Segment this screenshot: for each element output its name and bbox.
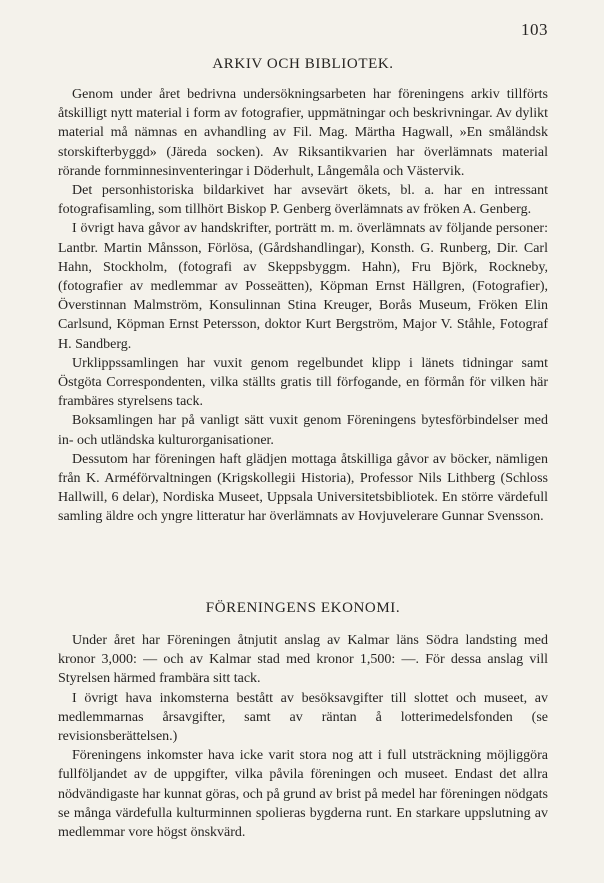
paragraph: Det personhistoriska bildarkivet har avsevärt ökets, bl. a. har en intressant fotografisamling, som tillhört Biskop P. Genberg överlämnats av fröken A. Genberg. (58, 183, 548, 218)
section-arkiv-och-bibliotek (58, 56, 548, 527)
page-number: 103 (521, 20, 548, 39)
paragraph: Föreningens inkomster hava icke varit stora nog att i full utsträckning möjliggöra fullföljandet av de uppgifter, vilka påvila föreningen och museet. Endast det allra nödvändigaste har kunnat göras, och på grund av brist på medel har föreningen nödgats se många värdefulla kulturminnen spolieras bygderna runt. En starkare uppslutning av medlemmar vore högst önskvärd. (58, 748, 548, 841)
paragraph: Boksamlingen har på vanligt sätt vuxit genom Föreningens bytesförbindelser med in- och utländska kulturorganisationer. (58, 413, 548, 448)
paragraph: Urklippssamlingen har vuxit genom regelbundet klipp i länets tidningar samt Östgöta Correspondenten, vilka ställts gratis till förfogande, en förmån för vilken här frambäres styrelsens tack. (58, 355, 548, 410)
section-foreningens-ekonomi (58, 600, 548, 842)
section-heading: ARKIV OCH BIBLIOTEK. (212, 56, 394, 72)
paragraph: I övrigt hava gåvor av handskrifter, porträtt m. m. överlämnats av följande personer: Lantbr. Martin Månsson, Förlösa, (Gårdshandlingar), Konsth. G. Runberg, Dir. Carl Hahn, Stockholm, (fotografi av Skeppsbyggm. Hahn), Fru Björk, Rockneby, (fotografier av medlemmar av Posseätten), Köpman Ernst Hällgren, (Fotografier), Överstinnan Malmström, Konsulinnan Stina Kreuger, Borås Museum, Fröken Elin Carlsund, Köpman Ernst Petersson, doktor Kurt Bergström, Major V. Ståhle, Fotograf H. Sandberg. (58, 221, 548, 352)
paragraph: Dessutom har föreningen haft glädjen mottaga åtskilliga gåvor av böcker, nämligen från K. Arméförvaltningen (Krigskollegii Historia), Professor Nils Lithberg (Schloss Hallwill, 6 delar), Nordiska Museet, Uppsala Universitetsbibliotek. En större värdefull samling äldre och yngre litteratur har överlämnats av Hovjuvelerare Gunnar Svensson. (58, 451, 548, 525)
paragraph: Under året har Föreningen åtnjutit anslag av Kalmar läns Södra landsting med kronor 3,000: — och av Kalmar stad med kronor 1,500: —. För dessa anslag vill Styrelsen härmed frambära sitt tack. (58, 633, 548, 687)
paragraph: I övrigt hava inkomsterna bestått av besöksavgifter till slottet och museet, av medlemmarnas årsavgifter, samt av räntan å lotterimedelsfonden (se revisionsberättelsen.) (58, 690, 548, 745)
section-heading: FÖRENINGENS EKONOMI. (205, 600, 401, 616)
paragraph: Genom under året bedrivna undersökningsarbeten har föreningens arkiv tillförts åtskilligt nytt material i form av fotografier, uppmätningar och beskrivningar. Av dylikt material må nämnas en avhandling av Fil. Mag. Märtha Hagwall, »En småländsk storskifterbyggd» (Järeda socken). Av Riksantikvarien har överlämnats material rörande fornminnesinventeringar i Döderhult, Långemåla och Västervik. (58, 87, 548, 179)
